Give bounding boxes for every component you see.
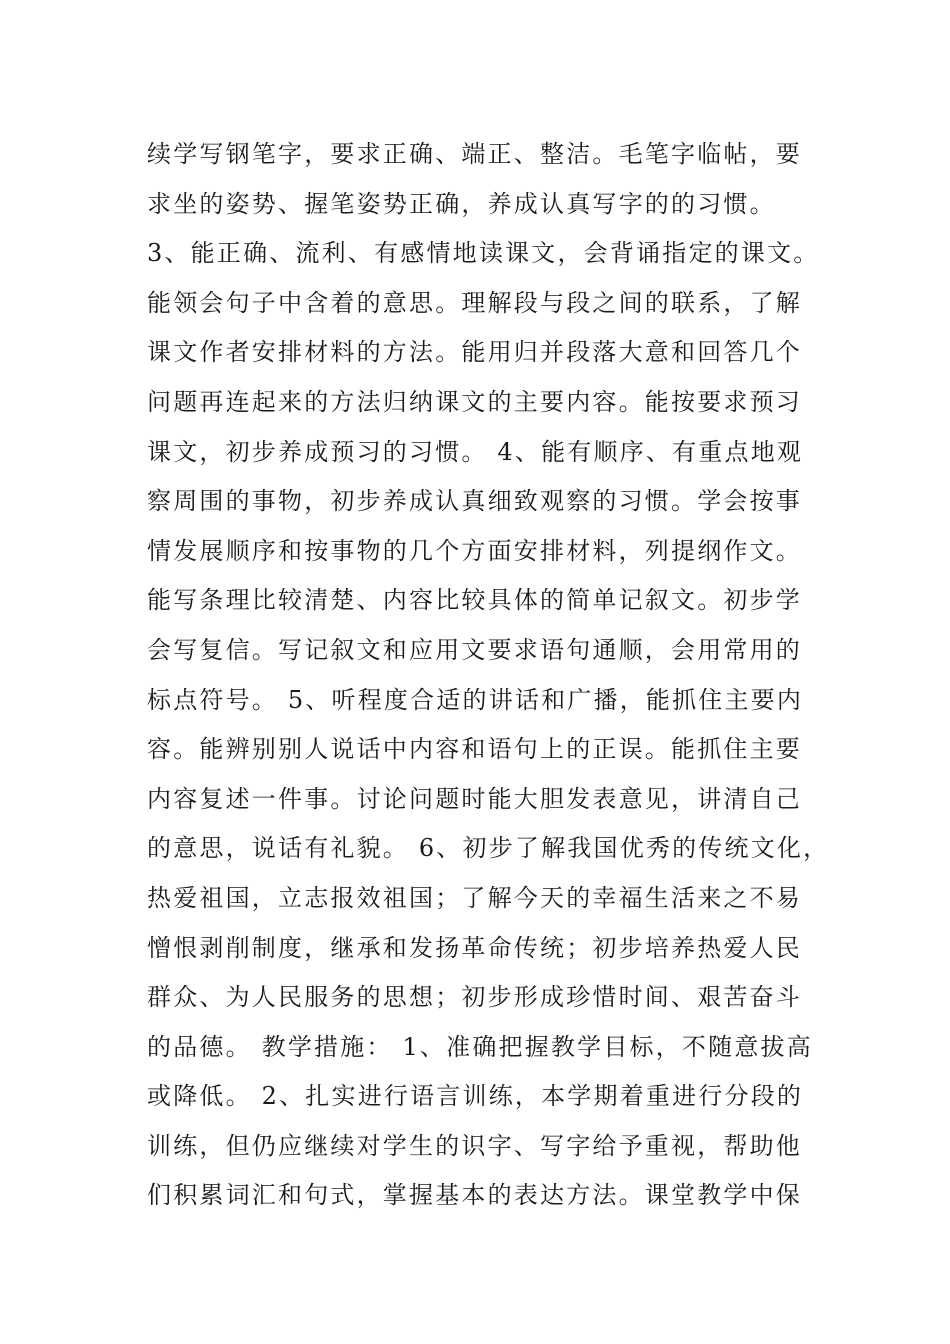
text-line: 热爱祖国，立志报效祖国；了解今天的幸福生活来之不易 (147, 883, 802, 912)
text-line: 群众、为人民服务的思想；初步形成珍惜时间、艰苦奋斗 (147, 983, 802, 1012)
text-line: 们积累词汇和句式，掌握基本的表达方法。课堂教学中保 (147, 1181, 802, 1210)
text-line: 续学写钢笔字，要求正确、端正、整洁。毛笔字临帖，要 (147, 140, 802, 168)
text-line: 情发展顺序和按事物的几个方面安排材料，列提纲作文。 (147, 536, 802, 565)
text-line: 察周围的事物，初步养成认真细致观察的习惯。学会按事 (147, 487, 802, 516)
text-line: 能写条理比较清楚、内容比较具体的简单记叙文。初步学 (147, 586, 802, 615)
text-line: 憎恨剥削制度，继承和发扬革命传统；初步培养热爱人民 (147, 933, 802, 962)
text-line: 问题再连起来的方法归纳课文的主要内容。能按要求预习 (147, 387, 802, 416)
text-line: 的品德。 教学措施： 1、准确把握教学目标，不随意拔高 (147, 1032, 813, 1061)
text-line: 标点符号。 5、听程度合适的讲话和广播，能抓住主要内 (147, 685, 804, 714)
body-text (147, 132, 830, 1223)
text-line: 能领会句子中含着的意思。理解段与段之间的联系，了解 (147, 288, 802, 317)
text-line: 训练，但仍应继续对学生的识字、写字给予重视，帮助他 (147, 1131, 802, 1160)
text-line: 会写复信。写记叙文和应用文要求语句通顺，会用常用的 (147, 635, 802, 664)
text-line: 容。能辨别别人说话中内容和语句上的正误。能抓住主要 (147, 735, 802, 764)
text-line: 课文，初步养成预习的习惯。 4、能有顺序、有重点地观 (147, 437, 804, 466)
text-line: 内容复述一件事。讨论问题时能大胆发表意见，讲清自己 (147, 784, 802, 813)
text-line: 或降低。 2、扎实进行语言训练，本学期着重进行分段的 (147, 1082, 804, 1111)
text-line: 3、能正确、流利、有感情地读课文，会背诵指定的课文。 (147, 239, 820, 268)
text-line: 的意思，说话有礼貌。 6、初步了解我国优秀的传统文化， (147, 834, 830, 863)
text-line: 求坐的姿势、握笔姿势正确，养成认真写字的的习惯。 (147, 189, 776, 218)
text-line: 课文作者安排材料的方法。能用归并段落大意和回答几个 (147, 338, 802, 367)
